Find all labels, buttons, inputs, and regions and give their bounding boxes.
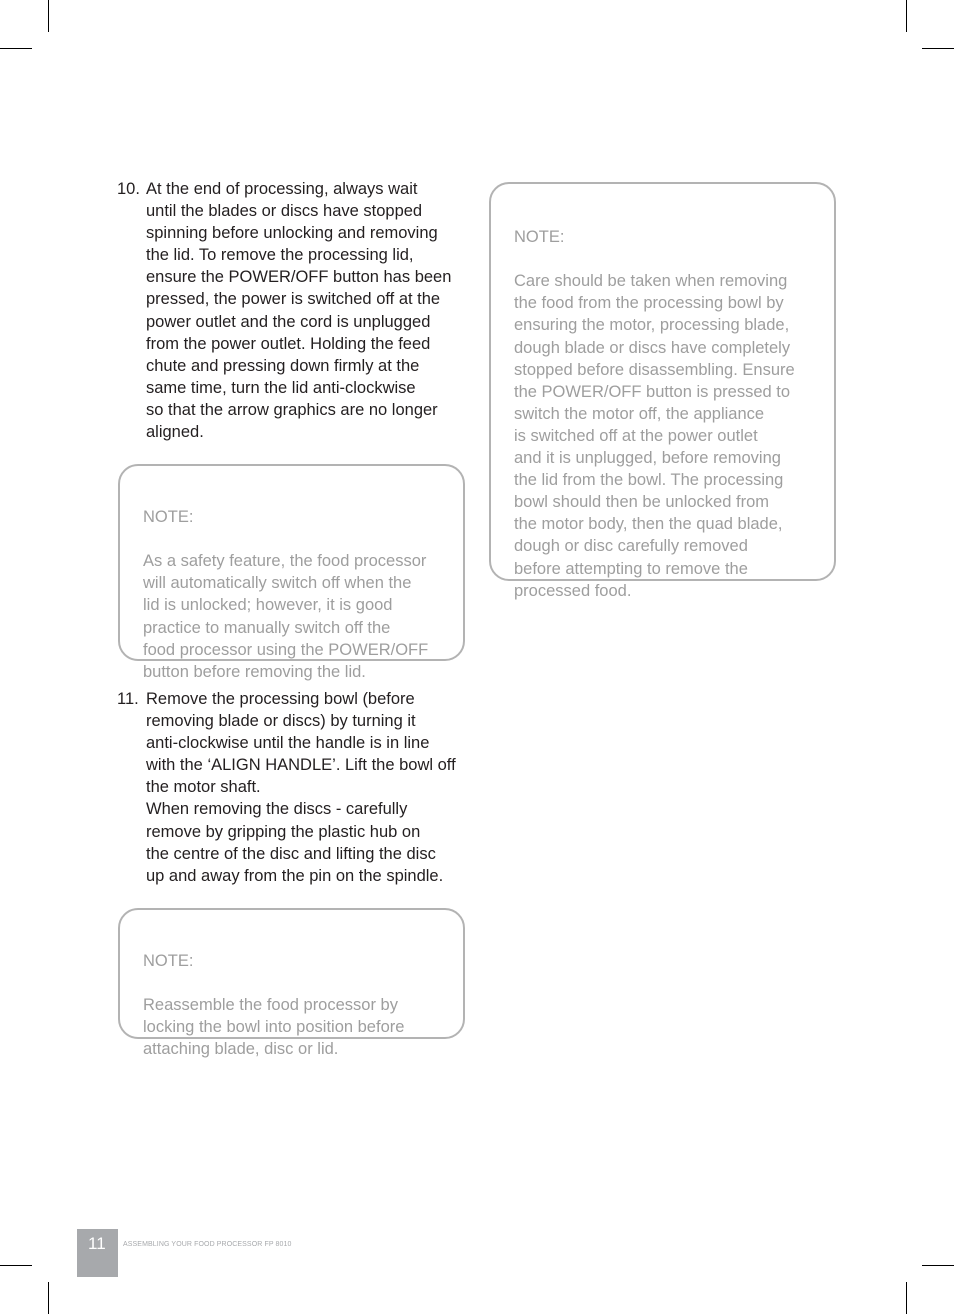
note-text: Care should be taken when removing the food from the processing bowl by ensuring the motor, processing blade, dough blade or discs have completely stopped before disassembling. Ensure the POWER/OFF button is pressed to switch the motor off, the appliance is switched off at the power outlet and it is unplugged, before removing the lid from the bowl. The processing bowl should then be unlocked from the motor body, then the quad blade, dough or disc carefully removed before attempting to remove the processed food. — [514, 272, 795, 600]
note-text: Reassemble the food processor by locking the bowl into position before attaching blade, disc or lid. — [143, 996, 405, 1059]
note-label: NOTE: — [143, 508, 194, 527]
note-box-reassemble — [118, 908, 465, 1059]
step-text: Remove the processing bowl (before removing blade or discs) by turning it anti-clockwise until the handle is in line with the ‘ALIGN HANDLE’. Lift the bowl off the motor shaft. When removing the discs - carefully remove by gripping the plastic hub on the centre of the disc and lifting the disc up and away from the pin on the spindle. — [146, 690, 456, 885]
crop-mark — [906, 1282, 907, 1314]
step-10 — [117, 178, 477, 443]
crop-mark — [906, 0, 907, 32]
crop-mark — [922, 1265, 954, 1266]
footer-section-title: ASSEMBLING YOUR FOOD PROCESSOR FP 8010 — [123, 1241, 292, 1248]
crop-mark — [0, 48, 32, 49]
note-box-safety — [118, 464, 465, 681]
step-text: At the end of processing, always wait until the blades or discs have stopped spinning before unlocking and removing the lid. To remove the processing lid, ensure the POWER/OFF button has been pressed, the power is switched off at the power outlet and the cord is unplugged from the power outlet. Holding the feed chute and pressing down firmly at the same time, turn the lid anti-clockwise so that the arrow graphics are no longer aligned. — [146, 180, 452, 442]
page-number-box — [77, 1229, 118, 1277]
note-label: NOTE: — [143, 952, 194, 971]
crop-mark — [0, 1265, 32, 1266]
note-box-removing-food — [489, 182, 836, 600]
crop-mark — [922, 48, 954, 49]
step-number: 11. — [117, 690, 139, 708]
crop-mark — [48, 0, 49, 32]
step-number: 10. — [117, 180, 140, 198]
page-number: 11 — [88, 1234, 106, 1253]
crop-mark — [48, 1282, 49, 1314]
step-11 — [117, 688, 477, 887]
note-text: As a safety feature, the food processor will automatically switch off when the lid is unlocked; however, it is good practice to manually switch off the food processor using the POWER/OFF button before removing the lid. — [143, 552, 429, 681]
note-label: NOTE: — [514, 228, 565, 247]
